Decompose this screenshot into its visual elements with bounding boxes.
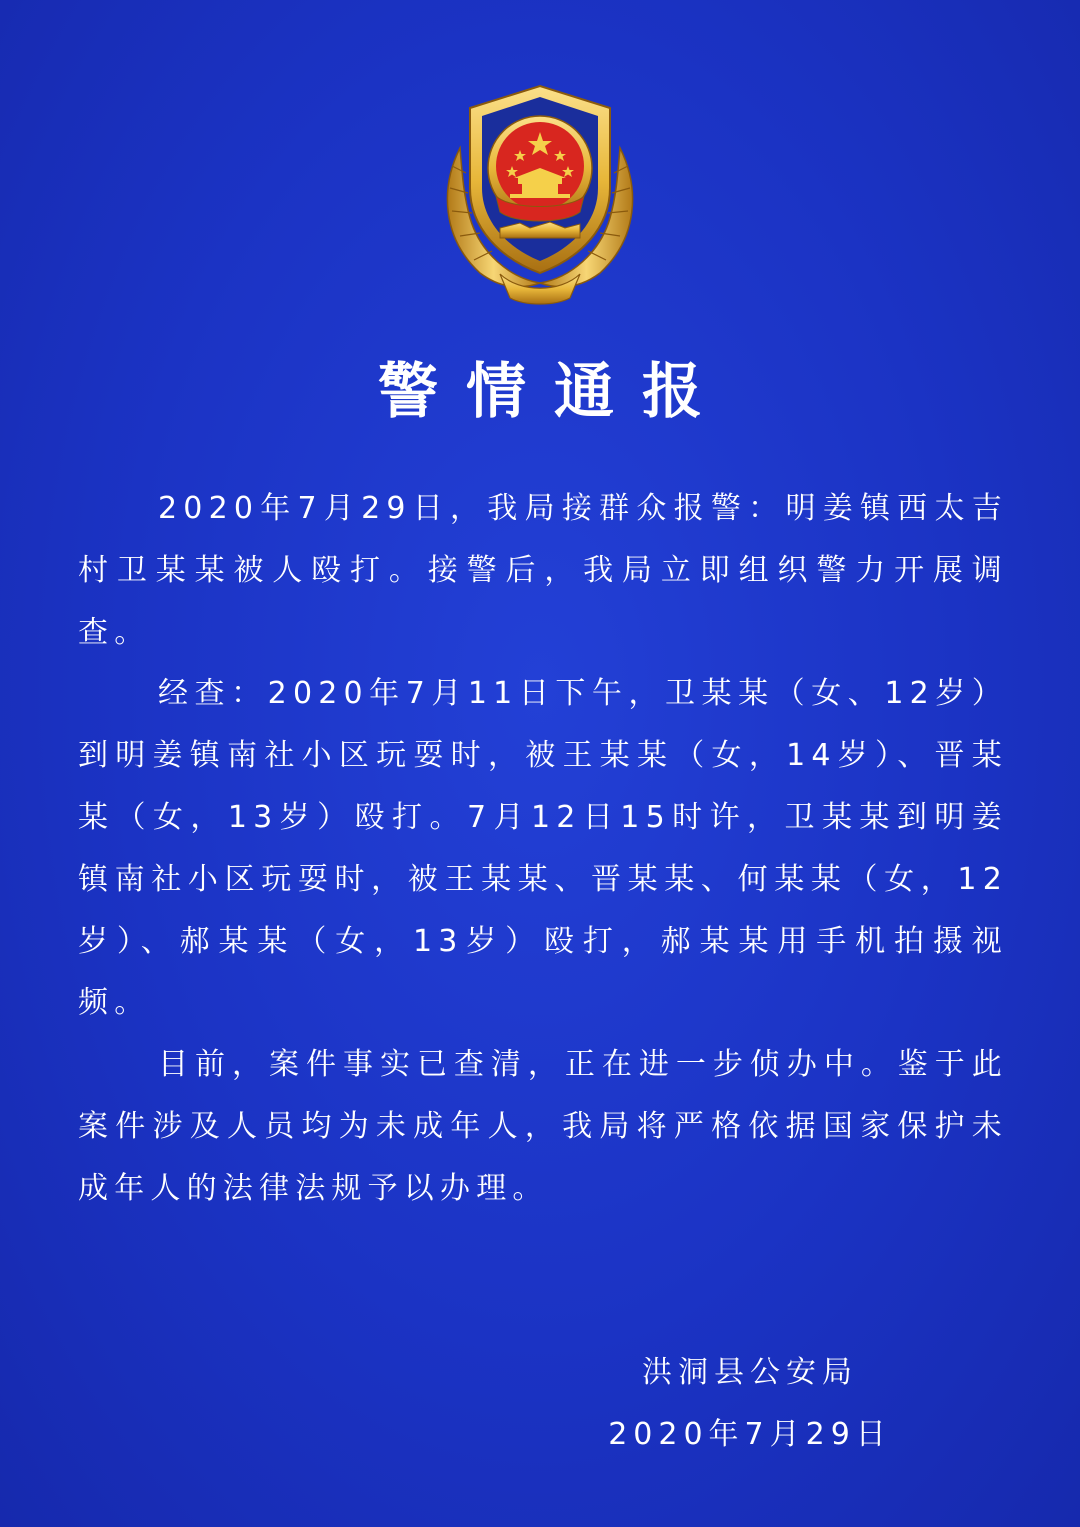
issuer-name: 洪洞县公安局 <box>642 1355 858 1390</box>
issue-date: 2020年7月29日 <box>608 1417 892 1452</box>
police-emblem-icon <box>430 78 650 308</box>
signature-block <box>560 1342 940 1466</box>
notice-paragraph-1: 2020年7月29日，我局接群众报警：明姜镇西太吉村卫某某被人殴打。接警后，我局立即组织警力开展调查。 <box>78 491 1008 650</box>
notice-title: 警情通报 <box>378 357 730 427</box>
notice-paragraph-2: 经查：2020年7月11日下午，卫某某（女、12岁）到明姜镇南社小区玩耍时，被王某某（女，14岁）、晋某某（女，13岁）殴打。7月12日15时许，卫某某到明姜镇南社小区玩耍时，被王某某、晋某某、何某某（女，12岁）、郝某某（女，13岁）殴打，郝某某用手机拍摄视频。 <box>78 676 1008 1021</box>
notice-body <box>78 478 1008 1220</box>
notice-paragraph-3: 目前，案件事实已查清，正在进一步侦办中。鉴于此案件涉及人员均为未成年人，我局将严格依据国家保护未成年人的法律法规予以办理。 <box>78 1047 1008 1206</box>
